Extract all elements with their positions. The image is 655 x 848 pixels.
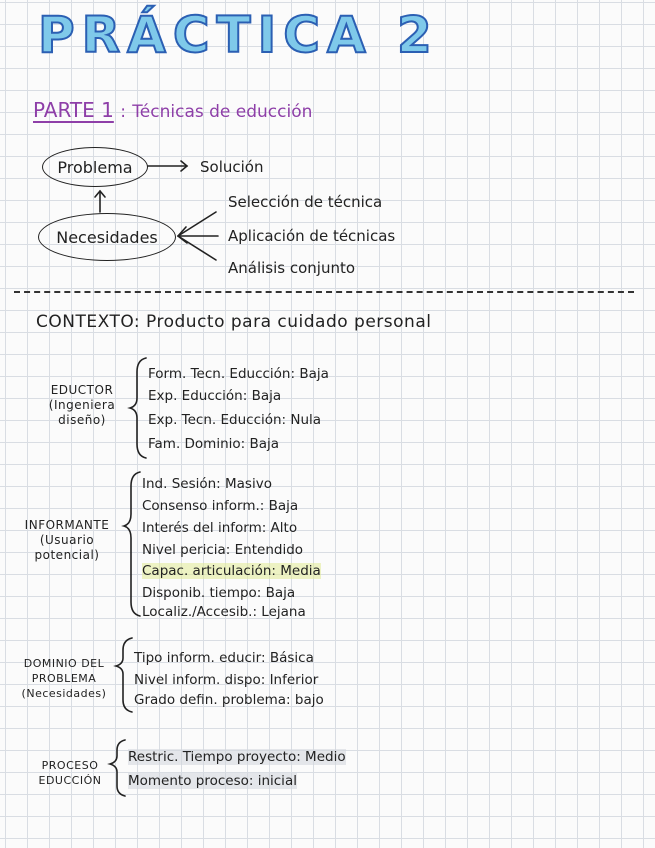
dominio-item: Tipo inform. educir: Básica <box>134 650 314 666</box>
informante-item: Nivel pericia: Entendido <box>142 542 304 558</box>
proceso-item: Momento proceso: inicial <box>128 773 297 789</box>
eductor-item: Exp. Educción: Baja <box>148 388 282 404</box>
dominio-item: Nivel inform. dispo: Inferior <box>134 672 319 688</box>
section-label: PARTE 1 <box>33 98 114 122</box>
brace-informante <box>124 472 140 616</box>
eductor-item: Form. Tecn. Educción: Baja <box>148 366 329 382</box>
informante-item: Disponib. tiempo: Baja <box>142 585 296 601</box>
solucion-label: Solución <box>200 158 264 176</box>
group-label-eductor: EDUCTOR (Ingeniera diseño) <box>48 383 116 427</box>
informante-item: Interés del inform: Alto <box>142 520 298 536</box>
arrow-to-seleccion <box>178 212 216 236</box>
informante-item: Ind. Sesión: Masivo <box>142 476 272 492</box>
branch-analisis: Análisis conjunto <box>228 259 356 277</box>
informante-item: Consenso inform.: Baja <box>142 498 299 514</box>
eductor-item: Exp. Tecn. Educción: Nula <box>148 412 322 428</box>
group-label-informante: INFORMANTE (Usuario potencial) <box>24 518 110 562</box>
section-divider <box>14 291 634 293</box>
proceso-item: Restric. Tiempo proyecto: Medio <box>128 749 346 765</box>
eductor-item: Fam. Dominio: Baja <box>148 436 280 452</box>
necesidades-label: Necesidades <box>56 227 158 247</box>
branch-aplicacion: Aplicación de técnicas <box>228 227 396 245</box>
section-topic: Técnicas de educción <box>132 102 313 122</box>
informante-item: Localiz./Accesib.: Lejana <box>142 604 306 620</box>
page-title: PRÁCTICA 2 <box>38 6 439 64</box>
section-separator: : <box>120 102 126 122</box>
dominio-item: Grado defin. problema: bajo <box>134 692 324 708</box>
brace-proceso <box>110 740 125 796</box>
branch-seleccion: Selección de técnica <box>228 193 383 211</box>
problema-label: Problema <box>57 157 133 177</box>
group-label-dominio: DOMINIO DEL PROBLEMA (Necesidades) <box>21 657 107 700</box>
diagram-arrows <box>0 0 655 300</box>
group-label-proceso: PROCESO EDUCCIÓN <box>38 759 102 787</box>
context-line: CONTEXTO: Producto para cuidado personal <box>36 312 432 332</box>
informante-item: Capac. articulación: Media <box>142 563 321 579</box>
